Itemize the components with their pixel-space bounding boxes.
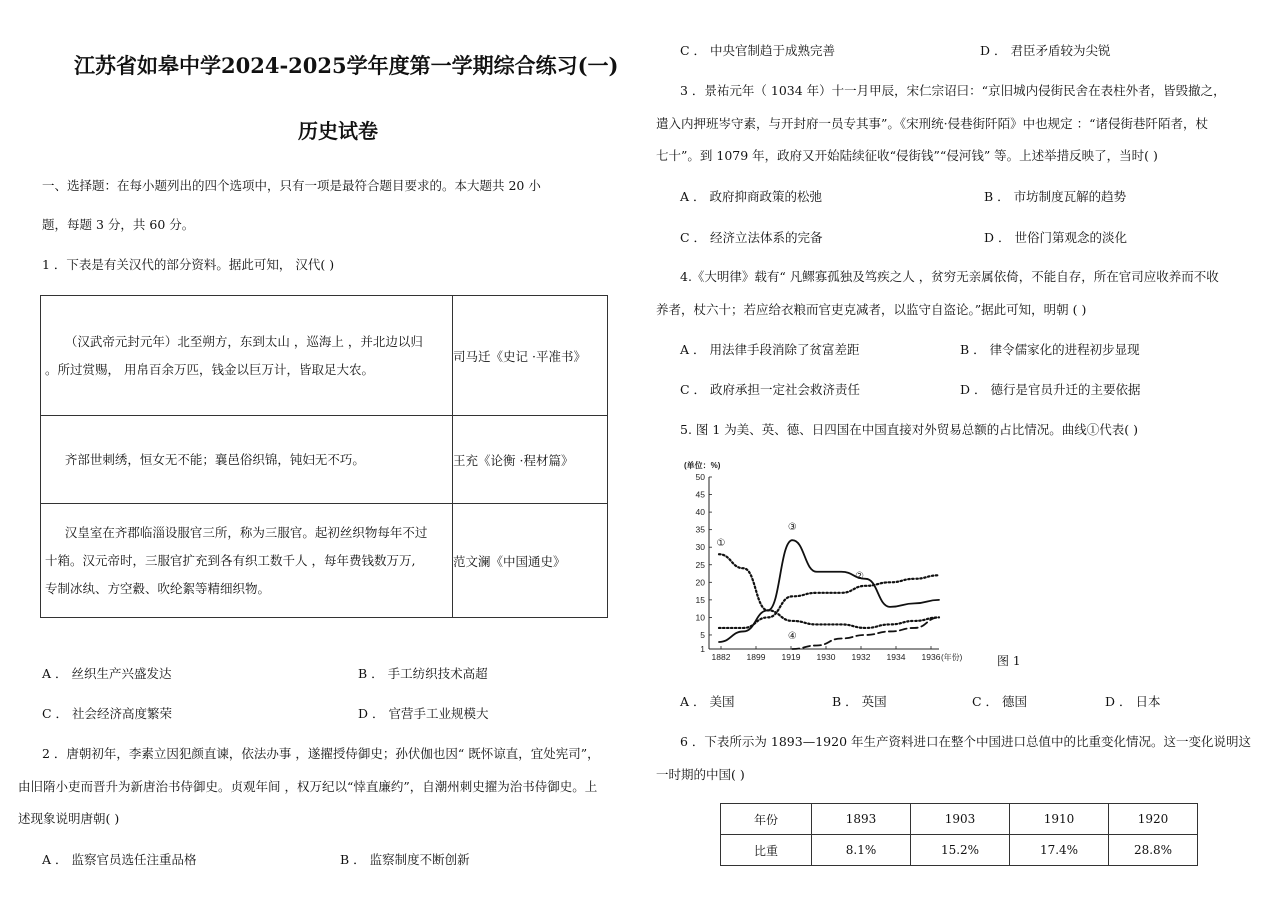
cell-text-line: 齐部世刺绣，恒女无不能；襄邑俗织锦，钝妇无不巧。 (45, 451, 365, 467)
table-cell: 1910 (1010, 804, 1109, 835)
x-tick-label: 1930 (816, 652, 836, 662)
x-tick-label: 1934 (886, 652, 906, 662)
q4-line1: 4.《大明律》载有“ 凡鳏寡孤独及笃疾之人 ，贫穷无亲属依倚，不能自存，所在官司应收养而不收 (680, 269, 1219, 284)
table-cell: 28.8% (1109, 835, 1198, 866)
q3-line1: 3 ．景祐元年（ 1034 年）十一月甲辰，宋仁宗诏曰：“京旧城内侵街民舍在表柱外者，皆毁撤之， (680, 83, 1226, 98)
q5-option-a: A ． 美国 (680, 694, 735, 709)
x-tick-label: 1936 (921, 652, 941, 662)
q2-option-d: D ． 君臣矛盾较为尖锐 (980, 43, 1111, 58)
series-line-4 (792, 617, 939, 649)
x-tick-label: 1899 (746, 652, 766, 662)
series-label-3: ③ (787, 522, 797, 534)
section-intro-line2: 题，每题 3 分，共 60 分。 (42, 217, 195, 232)
q4-option-c: C ． 政府承担一定社会救济责任 (680, 382, 861, 397)
series-label-4: ④ (787, 631, 797, 642)
q3-line2: 遣入内押班岑守素，与开封府一员专其事”。《宋刑统·侵巷街阡陌》中也规定 ：“诸侵街巷阡陌者，杖 (656, 116, 1208, 131)
y-tick-label: 50 (695, 472, 705, 482)
q3-option-a: A ． 政府抑商政策的松弛 (680, 189, 822, 204)
y-tick-label: 35 (695, 524, 705, 535)
table-cell: 1903 (911, 804, 1010, 835)
q5-option-c: C ． 德国 (972, 694, 1028, 709)
q1-source-table (40, 295, 608, 618)
table-row (41, 416, 608, 504)
y-tick-label: 45 (695, 489, 705, 500)
q6-ratio-table (720, 803, 1198, 866)
cell-text-line: 汉皇室在齐郡临淄设服官三所，称为三服官。起初丝织物每年不过 (45, 524, 428, 540)
table-cell: 年份 (721, 804, 812, 835)
q4-option-a: A ． 用法律手段消除了贫富差距 (680, 342, 860, 357)
y-tick-label: 5 (700, 629, 705, 640)
q1-stem: 1 ．下表是有关汉代的部分资料。据此可知， 汉代( ) (42, 257, 335, 272)
series-line-3 (716, 538, 939, 642)
q3-option-b: B ． 市坊制度瓦解的趋势 (984, 189, 1127, 204)
x-tick-label: 1932 (851, 652, 871, 662)
q5-option-d: D ． 日本 (1105, 694, 1161, 709)
q1-option-c: C ． 社会经济高度繁荣 (42, 706, 173, 721)
page-subtitle: 历史试卷 (298, 119, 378, 143)
q6-line1: 6 ．下表所示为 1893—1920 年生产资料进口在整个中国进口总值中的比重变化情况。这一变化说明这 (680, 734, 1251, 749)
figure-caption: 图 1 (997, 654, 1021, 668)
y-tick-label: 10 (695, 612, 705, 623)
y-tick-label: 15 (695, 594, 705, 605)
q2-line3: 述现象说明唐朝( ) (18, 811, 120, 826)
table-row (41, 504, 608, 618)
q5-option-b: B ． 英国 (832, 694, 887, 709)
series-label-2: ② (855, 570, 865, 582)
y-tick-label: 40 (695, 507, 705, 518)
x-tick-label: 1882 (711, 652, 731, 662)
source-cell: 王充《论衡 ·程材篇》 (453, 416, 608, 504)
x-tick-label: 1919 (781, 652, 801, 662)
y-axis-label: (单位：%) (684, 461, 721, 470)
table-cell: 1893 (812, 804, 911, 835)
page-title: 江苏省如皋中学2024-2025学年度第一学期综合练习(一) (74, 53, 619, 78)
q4-option-d: D ． 德行是官员升迁的主要依据 (960, 382, 1141, 397)
table-cell: 1920 (1109, 804, 1198, 835)
table-cell (41, 504, 453, 618)
table-cell: 比重 (721, 835, 812, 866)
q5-stem: 5. 图 1 为美、英、德、日四国在中国直接对外贸易总额的占比情况。曲线①代表( ) (680, 422, 1139, 437)
table-cell (41, 296, 453, 416)
series-line-2 (719, 575, 939, 628)
q1-option-d: D ． 官营手工业规模大 (358, 706, 489, 721)
chart-svg (674, 452, 984, 667)
table-row (721, 804, 1198, 835)
table-cell: 17.4% (1010, 835, 1109, 866)
y-tick-label: 20 (695, 577, 705, 588)
q6-line2: 一时期的中国( ) (656, 767, 745, 782)
q3-option-d: D ． 世俗门第观念的淡化 (984, 230, 1127, 245)
q3-option-c: C ． 经济立法体系的完备 (680, 230, 823, 245)
y-tick-label: 1 (700, 644, 705, 654)
cell-text-line: 。所过赏赐， 用帛百余万匹，钱金以巨万计，皆取足大农。 (45, 361, 374, 377)
q2-line1: 2 ．唐朝初年，李素立因犯颜直谏，依法办事 ，遂擢授侍御史；孙伏伽也因“ 既怀谅直，宜处宪司”， (42, 746, 600, 761)
trade-share-chart (674, 452, 984, 670)
q4-option-b: B ． 律令儒家化的进程初步显现 (960, 342, 1140, 357)
source-cell: 范文澜《中国通史》 (453, 504, 608, 618)
series-line-1 (719, 554, 939, 628)
table-cell: 8.1% (812, 835, 911, 866)
q2-option-c: C ． 中央官制趋于成熟完善 (680, 43, 836, 58)
y-tick-label: 25 (695, 559, 705, 570)
q2-option-a: A ． 监察官员选任注重品格 (42, 852, 197, 867)
series-label-1: ① (716, 538, 726, 550)
q1-option-a: A ． 丝织生产兴盛发达 (42, 666, 172, 681)
q3-line3: 七十”。到 1079 年，政府又开始陆续征收“侵街钱”“侵河钱” 等。上述举措反映了，当时( ) (656, 148, 1158, 163)
cell-text-line: 十箱。汉元帝时，三服官扩充到各有织工数千人 ，每年费钱数万万, (45, 552, 416, 568)
source-cell: 司马迁《史记 ·平准书》 (453, 296, 608, 416)
x-axis-label: (年份) (941, 653, 963, 662)
table-row (721, 835, 1198, 866)
table-row (41, 296, 608, 416)
cell-text-line: （汉武帝元封元年）北至朔方，东到太山 ，巡海上 ，并北边以归 (45, 333, 423, 349)
q1-option-b: B ． 手工纺织技术高超 (358, 666, 488, 681)
q2-line2: 由旧隋小吏而晋升为新唐治书侍御史。贞观年间 ，权万纪以“悻直廉约”，自潮州刺史擢为治书侍御史。上 (18, 779, 598, 794)
section-intro-line1: 一、选择题：在每小题列出的四个选项中，只有一项是最符合题目要求的。本大题共 20 小 (42, 178, 541, 193)
q2-option-b: B ． 监察制度不断创新 (340, 852, 470, 867)
table-cell (41, 416, 453, 504)
q4-line2: 养者，杖六十；若应给衣粮而官吏克减者，以监守自盗论。”据此可知，明朝 ( ) (656, 302, 1087, 317)
table-cell: 15.2% (911, 835, 1010, 866)
y-tick-label: 30 (695, 542, 705, 553)
cell-text-line: 专制冰纨、方空縠、吹纶絮等精细织物。 (45, 580, 271, 596)
